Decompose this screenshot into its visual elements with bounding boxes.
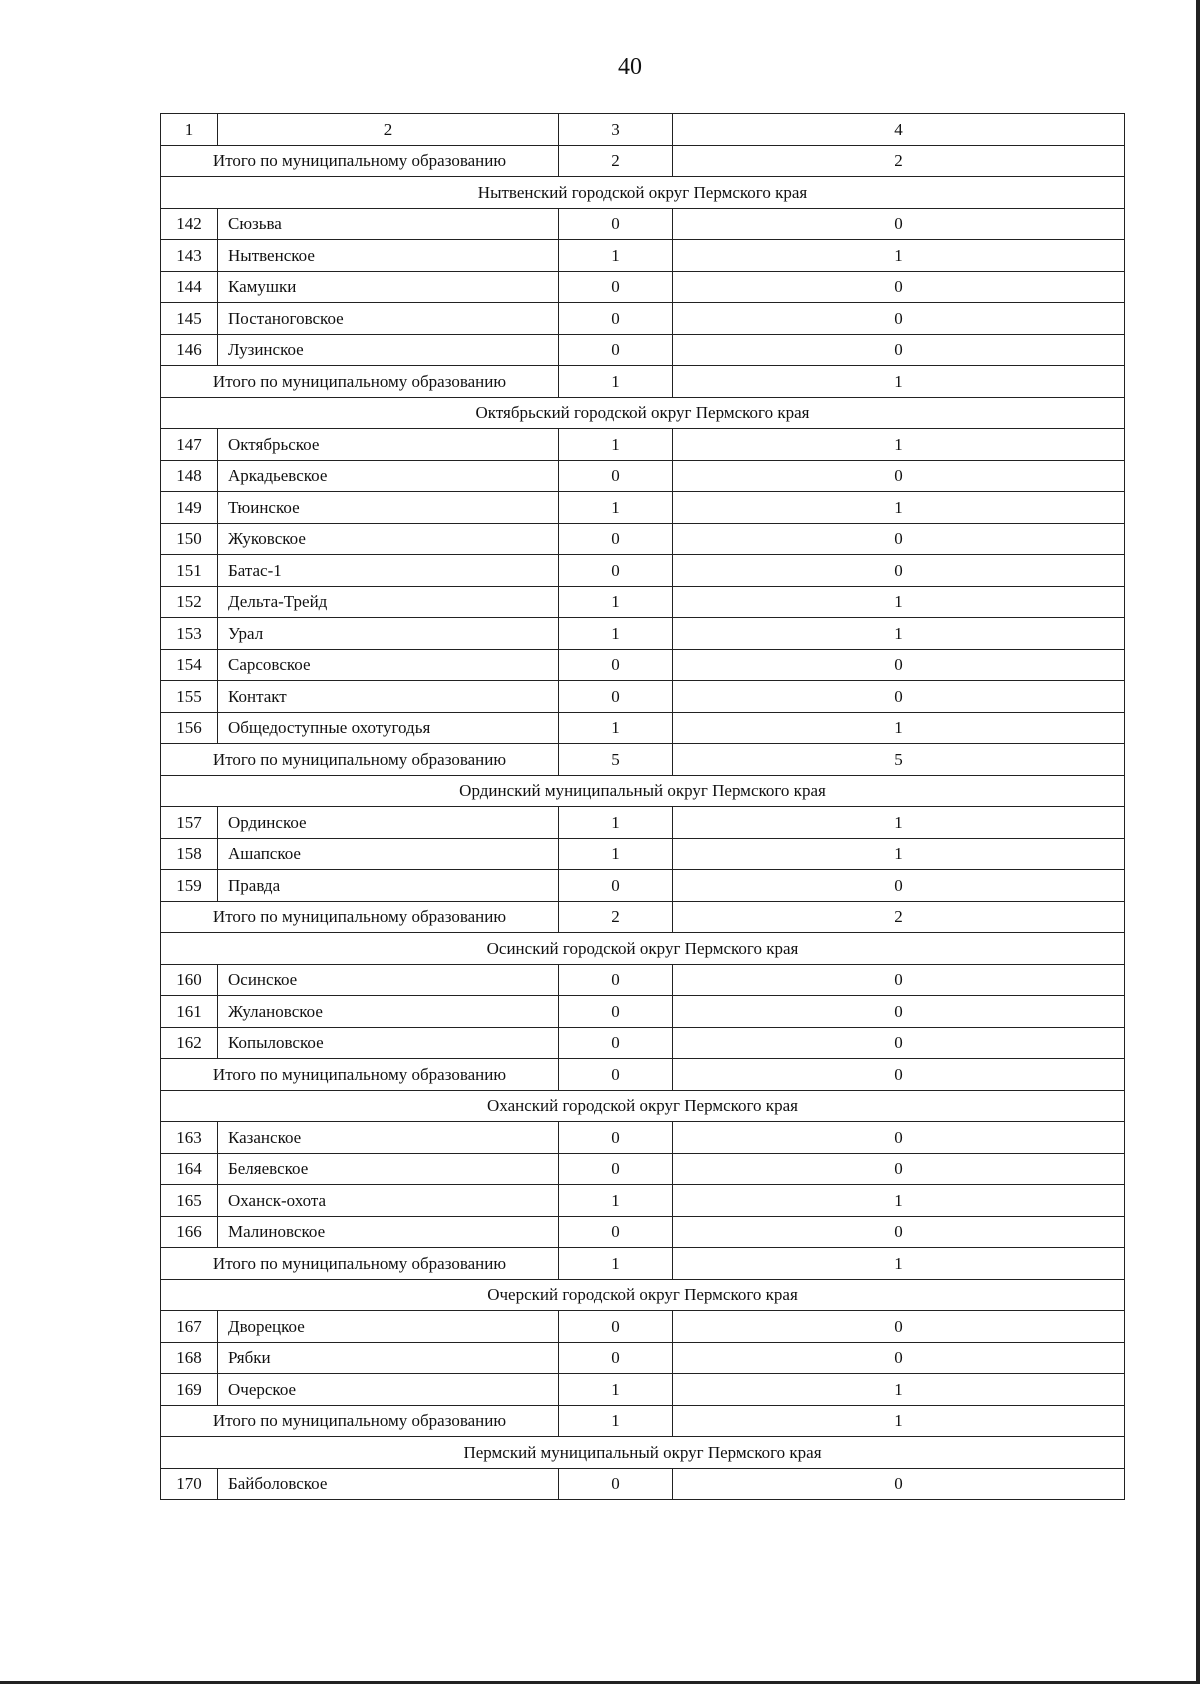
group-header-row (161, 1437, 1125, 1469)
subtotal-row (161, 145, 1125, 177)
row-name: Копыловское (218, 1027, 559, 1059)
row-number: 164 (161, 1153, 218, 1185)
group-header-row (161, 397, 1125, 429)
row-col4-value: 0 (673, 649, 1125, 681)
row-col4-value: 0 (673, 1468, 1125, 1500)
row-col3-value: 0 (559, 681, 673, 713)
column-number-cell: 2 (218, 114, 559, 146)
table-row (161, 429, 1125, 461)
row-name: Урал (218, 618, 559, 650)
row-col3-value: 0 (559, 1153, 673, 1185)
row-name: Очерское (218, 1374, 559, 1406)
group-header-row (161, 775, 1125, 807)
row-col3-value: 1 (559, 240, 673, 272)
row-col3-value: 1 (559, 1374, 673, 1406)
row-col4-value: 1 (673, 618, 1125, 650)
subtotal-label: Итого по муниципальному образованию (161, 145, 559, 177)
table-row (161, 240, 1125, 272)
row-name: Дельта-Трейд (218, 586, 559, 618)
row-name: Рябки (218, 1342, 559, 1374)
table-row (161, 492, 1125, 524)
row-col4-value: 0 (673, 271, 1125, 303)
row-number: 170 (161, 1468, 218, 1500)
subtotal-col3-value: 1 (559, 1405, 673, 1437)
hunting-grounds-table (160, 113, 1125, 1500)
row-col3-value: 0 (559, 303, 673, 335)
group-title: Октябрьский городской округ Пермского края (161, 397, 1125, 429)
subtotal-label: Итого по муниципальному образованию (161, 1405, 559, 1437)
row-col3-value: 1 (559, 1185, 673, 1217)
row-col4-value: 1 (673, 240, 1125, 272)
subtotal-label: Итого по муниципальному образованию (161, 1248, 559, 1280)
row-col4-value: 0 (673, 1216, 1125, 1248)
row-col3-value: 1 (559, 618, 673, 650)
row-number: 169 (161, 1374, 218, 1406)
table-row (161, 1374, 1125, 1406)
row-name: Ординское (218, 807, 559, 839)
row-number: 144 (161, 271, 218, 303)
row-col3-value: 1 (559, 586, 673, 618)
row-col3-value: 0 (559, 1027, 673, 1059)
table-row (161, 649, 1125, 681)
table-row (161, 1027, 1125, 1059)
table-row (161, 838, 1125, 870)
row-number: 162 (161, 1027, 218, 1059)
row-number: 150 (161, 523, 218, 555)
row-col3-value: 0 (559, 964, 673, 996)
row-col3-value: 1 (559, 712, 673, 744)
row-name: Правда (218, 870, 559, 902)
row-col4-value: 0 (673, 1311, 1125, 1343)
group-header-row (161, 1090, 1125, 1122)
row-name: Сюзьва (218, 208, 559, 240)
subtotal-col3-value: 0 (559, 1059, 673, 1091)
group-title: Очерский городской округ Пермского края (161, 1279, 1125, 1311)
row-name: Осинское (218, 964, 559, 996)
row-col4-value: 0 (673, 870, 1125, 902)
subtotal-col3-value: 1 (559, 366, 673, 398)
row-col3-value: 1 (559, 807, 673, 839)
subtotal-col3-value: 5 (559, 744, 673, 776)
scan-border-right (1196, 0, 1200, 1684)
subtotal-label: Итого по муниципальному образованию (161, 366, 559, 398)
row-col3-value: 0 (559, 555, 673, 587)
subtotal-col4-value: 1 (673, 1248, 1125, 1280)
subtotal-col4-value: 2 (673, 145, 1125, 177)
row-col3-value: 0 (559, 271, 673, 303)
row-name: Беляевское (218, 1153, 559, 1185)
row-number: 159 (161, 870, 218, 902)
row-col3-value: 0 (559, 523, 673, 555)
row-number: 154 (161, 649, 218, 681)
subtotal-col4-value: 5 (673, 744, 1125, 776)
row-number: 145 (161, 303, 218, 335)
subtotal-col4-value: 1 (673, 1405, 1125, 1437)
group-title: Нытвенский городской округ Пермского края (161, 177, 1125, 209)
row-col4-value: 0 (673, 1153, 1125, 1185)
row-name: Казанское (218, 1122, 559, 1154)
row-name: Ашапское (218, 838, 559, 870)
row-col3-value: 0 (559, 334, 673, 366)
row-name: Оханск-охота (218, 1185, 559, 1217)
subtotal-col4-value: 0 (673, 1059, 1125, 1091)
table-row (161, 1216, 1125, 1248)
column-number-row (161, 114, 1125, 146)
row-col4-value: 1 (673, 492, 1125, 524)
group-header-row (161, 1279, 1125, 1311)
row-number: 156 (161, 712, 218, 744)
table-row (161, 1153, 1125, 1185)
row-name: Дворецкое (218, 1311, 559, 1343)
row-col4-value: 1 (673, 807, 1125, 839)
row-name: Контакт (218, 681, 559, 713)
table-row (161, 807, 1125, 839)
row-number: 163 (161, 1122, 218, 1154)
row-col3-value: 1 (559, 838, 673, 870)
row-col4-value: 0 (673, 460, 1125, 492)
row-number: 152 (161, 586, 218, 618)
subtotal-col3-value: 2 (559, 901, 673, 933)
row-col4-value: 1 (673, 1185, 1125, 1217)
subtotal-label: Итого по муниципальному образованию (161, 744, 559, 776)
row-name: Тюинское (218, 492, 559, 524)
table-row (161, 712, 1125, 744)
row-col3-value: 0 (559, 870, 673, 902)
row-name: Лузинское (218, 334, 559, 366)
subtotal-col3-value: 2 (559, 145, 673, 177)
row-name: Жулановское (218, 996, 559, 1028)
row-col4-value: 0 (673, 303, 1125, 335)
row-col4-value: 0 (673, 208, 1125, 240)
row-number: 168 (161, 1342, 218, 1374)
row-col4-value: 0 (673, 996, 1125, 1028)
row-number: 142 (161, 208, 218, 240)
row-col4-value: 1 (673, 586, 1125, 618)
table-row (161, 523, 1125, 555)
row-col3-value: 0 (559, 1342, 673, 1374)
row-col4-value: 1 (673, 429, 1125, 461)
row-col3-value: 0 (559, 1311, 673, 1343)
row-name: Постаноговское (218, 303, 559, 335)
table-row (161, 271, 1125, 303)
row-number: 160 (161, 964, 218, 996)
row-col3-value: 0 (559, 1216, 673, 1248)
row-col3-value: 0 (559, 460, 673, 492)
table-row (161, 1122, 1125, 1154)
row-col3-value: 0 (559, 208, 673, 240)
table-row (161, 618, 1125, 650)
table-row (161, 586, 1125, 618)
row-col3-value: 1 (559, 492, 673, 524)
column-number-cell: 4 (673, 114, 1125, 146)
row-col4-value: 0 (673, 1122, 1125, 1154)
column-number-cell: 1 (161, 114, 218, 146)
row-number: 149 (161, 492, 218, 524)
table-row (161, 964, 1125, 996)
table-row (161, 1311, 1125, 1343)
row-name: Октябрьское (218, 429, 559, 461)
row-name: Малиновское (218, 1216, 559, 1248)
subtotal-row (161, 901, 1125, 933)
row-number: 158 (161, 838, 218, 870)
row-number: 147 (161, 429, 218, 461)
row-col4-value: 0 (673, 334, 1125, 366)
row-number: 148 (161, 460, 218, 492)
subtotal-row (161, 744, 1125, 776)
row-number: 166 (161, 1216, 218, 1248)
row-col4-value: 0 (673, 1027, 1125, 1059)
row-name: Батас-1 (218, 555, 559, 587)
row-col4-value: 0 (673, 523, 1125, 555)
row-number: 146 (161, 334, 218, 366)
row-name: Нытвенское (218, 240, 559, 272)
subtotal-label: Итого по муниципальному образованию (161, 901, 559, 933)
row-col3-value: 0 (559, 996, 673, 1028)
subtotal-row (161, 366, 1125, 398)
subtotal-col3-value: 1 (559, 1248, 673, 1280)
group-header-row (161, 177, 1125, 209)
group-header-row (161, 933, 1125, 965)
row-number: 157 (161, 807, 218, 839)
row-number: 143 (161, 240, 218, 272)
row-col3-value: 0 (559, 649, 673, 681)
row-col4-value: 0 (673, 555, 1125, 587)
table-row (161, 1468, 1125, 1500)
table-row (161, 996, 1125, 1028)
row-number: 151 (161, 555, 218, 587)
row-col4-value: 0 (673, 964, 1125, 996)
subtotal-label: Итого по муниципальному образованию (161, 1059, 559, 1091)
table-row (161, 555, 1125, 587)
row-col4-value: 0 (673, 681, 1125, 713)
table-row (161, 681, 1125, 713)
subtotal-row (161, 1248, 1125, 1280)
row-number: 161 (161, 996, 218, 1028)
row-name: Жуковское (218, 523, 559, 555)
page-number: 40 (618, 54, 642, 80)
row-number: 167 (161, 1311, 218, 1343)
row-col4-value: 0 (673, 1342, 1125, 1374)
row-name: Байболовское (218, 1468, 559, 1500)
column-number-cell: 3 (559, 114, 673, 146)
table-row (161, 334, 1125, 366)
table-row (161, 208, 1125, 240)
row-number: 153 (161, 618, 218, 650)
group-title: Ординский муниципальный округ Пермского края (161, 775, 1125, 807)
row-col4-value: 1 (673, 712, 1125, 744)
row-col3-value: 0 (559, 1122, 673, 1154)
row-col3-value: 1 (559, 429, 673, 461)
subtotal-col4-value: 1 (673, 366, 1125, 398)
group-title: Пермский муниципальный округ Пермского края (161, 1437, 1125, 1469)
table-row (161, 1185, 1125, 1217)
row-name: Камушки (218, 271, 559, 303)
subtotal-col4-value: 2 (673, 901, 1125, 933)
subtotal-row (161, 1059, 1125, 1091)
table-row (161, 303, 1125, 335)
group-title: Осинский городской округ Пермского края (161, 933, 1125, 965)
table-row (161, 1342, 1125, 1374)
row-name: Сарсовское (218, 649, 559, 681)
table-row (161, 460, 1125, 492)
table-row (161, 870, 1125, 902)
row-name: Аркадьевское (218, 460, 559, 492)
group-title: Оханский городской округ Пермского края (161, 1090, 1125, 1122)
row-name: Общедоступные охотугодья (218, 712, 559, 744)
row-number: 165 (161, 1185, 218, 1217)
subtotal-row (161, 1405, 1125, 1437)
row-col3-value: 0 (559, 1468, 673, 1500)
row-col4-value: 1 (673, 838, 1125, 870)
row-number: 155 (161, 681, 218, 713)
row-col4-value: 1 (673, 1374, 1125, 1406)
